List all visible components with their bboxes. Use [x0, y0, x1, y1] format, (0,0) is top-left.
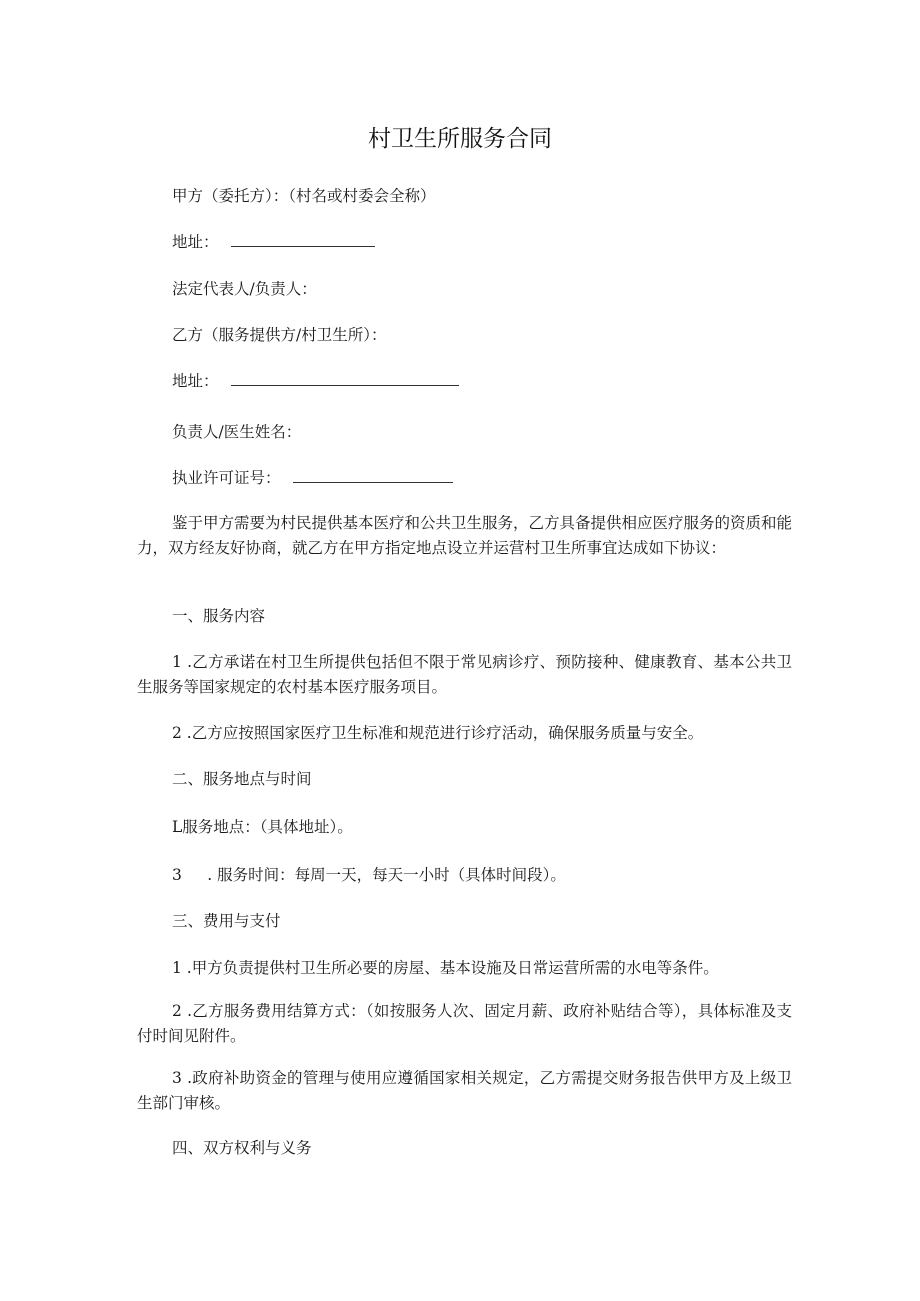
preamble-paragraph: 鉴于甲方需要为村民提供基本医疗和公共卫生服务，乙方具备提供相应医疗服务的资质和能力，双方经友好协商，就乙方在甲方指定地点设立并运营村卫生所事宜达成如下协议： — [137, 514, 793, 557]
party-b-address-blank[interactable] — [231, 371, 459, 386]
section3-item-2: 2 .乙方服务费用结算方式：（如按服务人次、固定月薪、政府补贴结合等），具体标准及支付时间见附件。 — [137, 1002, 792, 1045]
section3-item-3: 3 .政府补助资金的管理与使用应遵循国家相关规定，乙方需提交财务报告供甲方及上级卫生部门审核。 — [137, 1069, 792, 1112]
section4-heading: 四、双方权利与义务 — [172, 1139, 312, 1157]
section1-heading: 一、服务内容 — [172, 607, 266, 625]
party-a-address-blank[interactable] — [231, 232, 375, 247]
party-b-license-row — [172, 467, 453, 489]
section2-item-1: L服务地点：（具体地址）。 — [172, 818, 353, 836]
party-a-label: 甲方（委托方）：（村名或村委会全称） — [172, 187, 436, 205]
document-title: 村卫生所服务合同 — [368, 126, 552, 152]
party-a-representative-label: 法定代表人/负责人： — [172, 280, 317, 298]
section2-heading: 二、服务地点与时间 — [172, 770, 312, 788]
section3-heading: 三、费用与支付 — [172, 912, 281, 930]
party-a-address-row — [172, 231, 375, 253]
party-b-license-label: 执业许可证号： — [172, 469, 281, 487]
party-b-label: 乙方（服务提供方/村卫生所）： — [172, 326, 387, 344]
party-b-license-blank[interactable] — [293, 468, 453, 483]
section2-item-2: 3 . 服务时间：每周一天，每天一小时（具体时间段）。 — [172, 866, 566, 884]
section3-item-1: 1 .甲方负责提供村卫生所必要的房屋、基本设施及日常运营所需的水电等条件。 — [172, 959, 719, 977]
party-a-address-label: 地址： — [172, 233, 219, 251]
section1-item-1: 1 .乙方承诺在村卫生所提供包括但不限于常见病诊疗、预防接种、健康教育、基本公共卫生服务等国家规定的农村基本医疗服务项目。 — [137, 653, 792, 696]
party-b-doctor-label: 负责人/医生姓名： — [172, 423, 302, 441]
party-b-address-row — [172, 370, 459, 392]
section1-item-2: 2 .乙方应按照国家医疗卫生标准和规范进行诊疗活动，确保服务质量与安全。 — [172, 724, 704, 742]
party-b-address-label: 地址： — [172, 372, 219, 390]
